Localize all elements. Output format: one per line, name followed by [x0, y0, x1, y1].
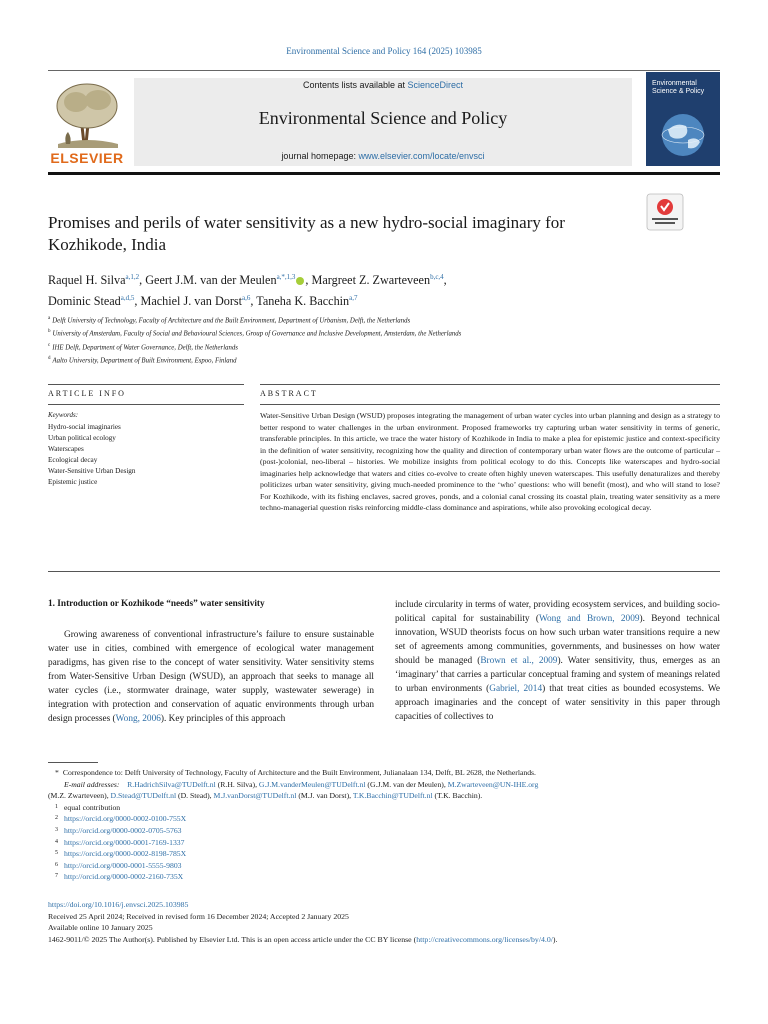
- author-name[interactable]: Dominic Stead: [48, 294, 121, 309]
- journal-homepage-link[interactable]: www.elsevier.com/locate/envsci: [358, 151, 485, 161]
- email-link[interactable]: M.Zwarteveen@UN-IHE.org: [447, 779, 539, 789]
- email-link[interactable]: R.HadrichSilva@TUDelft.nl: [127, 779, 216, 789]
- email-link[interactable]: G.J.M.vanderMeulen@TUDelft.nl: [258, 779, 366, 789]
- section-heading: 1. Introduction or Kozhikode “needs” water sensitivity: [48, 599, 265, 609]
- citation-link[interactable]: Wong, 2006: [115, 714, 161, 724]
- keyword-list: [48, 422, 244, 488]
- journal-title: Environmental Science and Policy: [258, 108, 508, 128]
- email-link[interactable]: T.K.Bacchin@TUDelft.nl: [352, 791, 433, 801]
- keyword-item: Hydro-social imaginaries: [48, 423, 121, 431]
- publisher-name: ELSEVIER: [50, 150, 124, 166]
- body-column-left: Growing awareness of conventional infrastructure’s failure to ensure sustainable water use in cities, combined with emergence of ecological water management paradigms, has given rise to the concept of water sensitivity. Water sensitivity stems from Water-Sensitive Urban Design (WSUD), an approach that seeks to manage all water cycles (i.e., stormwater drainage, water supply, wastewater sewerage) in integration with protection and conservation of aquatic environments through urban design processes (Wong, 2006). Key principles of this approach: [48, 630, 374, 724]
- keyword-item: Waterscapes: [48, 445, 84, 453]
- affiliation-item: $^d$ Aalto University, Department of Built Environment, Espoo, Finland: [48, 355, 237, 365]
- author-affiliation-marks[interactable]: b,c,4: [430, 273, 444, 281]
- author-affiliation-marks[interactable]: a,6: [242, 294, 251, 303]
- homepage-line: [134, 151, 632, 161]
- article-info-heading: ARTICLE INFO: [48, 389, 126, 398]
- journal-cover-thumbnail[interactable]: [646, 72, 720, 166]
- footnote-item: 4 https://orcid.org/0000-0001-7169-1337: [55, 837, 185, 847]
- abstract-bottom-rule: [48, 571, 720, 572]
- journal-reference[interactable]: Environmental Science and Policy 164 (2025) 103985: [286, 46, 482, 56]
- footnote-item: 6 http://orcid.org/0000-0001-5555-9803: [55, 860, 182, 870]
- author-name[interactable]: Raquel H. Silva: [48, 273, 126, 288]
- orcid-link[interactable]: http://orcid.org/0000-0002-0705-5763: [64, 825, 182, 835]
- orcid-icon[interactable]: [296, 277, 304, 285]
- citation-link[interactable]: Gabriel, 2014: [489, 684, 543, 694]
- available-online: Available online 10 January 2025: [48, 923, 153, 933]
- homepage-prefix: journal homepage:: [281, 151, 359, 161]
- article-title: Promises and perils of water sensitivity as a new hydro-social imaginary for Kozhikode, India: [48, 213, 565, 254]
- author-name[interactable]: Taneha K. Bacchin: [256, 294, 350, 309]
- keywords-label: Keywords:: [48, 411, 79, 419]
- affiliation-item: $^c$ IHE Delft, Department of Water Governance, Delft, the Netherlands: [48, 342, 238, 351]
- affiliations: [48, 313, 708, 366]
- orcid-link[interactable]: http://orcid.org/0000-0001-5555-9803: [64, 860, 182, 870]
- body-column-right: include circularity in terms of water, providing ecosystem services, and building socio-political capital for sustainability (Wong and Brown, 2009). Beyond technical innovation, WSUD theorists focus on how such urban water transitions require a new set of agreements among communities, governments, and businesses on how water should be managed (Brown et al., 2009). Water sensitivity, thus, emerges as an ‘imaginary’ that carries a particular conceptual framing and system of meanings related to urban environments (Gabriel, 2014) that treat cities as bounded ecosystems. We approach imaginaries and the concept of water sensitivity in this paper through capacities of collectives to: [395, 600, 721, 722]
- footnote-item: 1 equal contribution: [55, 802, 121, 812]
- author-affiliation-marks[interactable]: a,1,2: [125, 273, 140, 281]
- citation-link[interactable]: Brown et al., 2009: [480, 656, 558, 666]
- author-name[interactable]: Geert J.M. van der Meulen: [145, 273, 277, 288]
- header-bottom-rule: [48, 172, 720, 175]
- footnote-item: 5 https://orcid.org/0000-0002-8198-785X: [55, 849, 187, 859]
- footnotes: [48, 767, 720, 883]
- keyword-item: Epistemic justice: [48, 478, 98, 486]
- orcid-link[interactable]: http://orcid.org/0000-0002-2160-735X: [64, 872, 184, 882]
- footnote-item: 2 https://orcid.org/0000-0002-0100-755X: [55, 814, 187, 824]
- asterisk-mark: *: [55, 768, 59, 777]
- email-link[interactable]: M.J.vanDorst@TUDelft.nl: [213, 791, 297, 801]
- globe-icon: [660, 112, 706, 158]
- author-name[interactable]: Margreet Z. Zwarteveen: [311, 273, 431, 288]
- contents-line: [134, 80, 632, 90]
- doi-link[interactable]: https://doi.org/10.1016/j.envsci.2025.103985: [48, 900, 189, 909]
- author-affiliation-marks[interactable]: a,d,5: [120, 294, 135, 303]
- email-link[interactable]: D.Stead@TUDelft.nl: [110, 791, 177, 801]
- affiliation-item: $^a$ Delft University of Technology, Faculty of Architecture and the Built Environment, Department of Urbanism, Delft, the Netherlands: [48, 316, 411, 325]
- check-for-updates-badge[interactable]: [646, 193, 684, 231]
- keyword-item: Urban political ecology: [48, 434, 116, 442]
- footnote-rule: [48, 762, 98, 763]
- author-list: Raquel H. Silva$^{a,1,2}$, Geert J.M. van der Meulen$^{a,*,1,3}$ , Margreet Z. Zwarteveen$^{b,c,4}$, Dominic Stead$^{a,d,5}$, Machiel J. van Dorst$^{a,6}$, Taneha K. Bacchin$^{a,7}$: [48, 273, 447, 309]
- keyword-item: Water-Sensitive Urban Design: [48, 467, 136, 475]
- orcid-link[interactable]: https://orcid.org/0000-0002-0100-755X: [64, 814, 187, 824]
- copyright-line: 1462-9011/© 2025 The Author(s). Published by Elsevier Ltd. This is an open access article under the CC BY license (http://creativecommons.org/licenses/by/4.0/).: [48, 934, 558, 944]
- citation-link[interactable]: Wong and Brown, 2009: [538, 614, 640, 624]
- abstract-rule: [260, 384, 720, 385]
- received-dates: Received 25 April 2024; Received in revised form 16 December 2024; Accepted 2 January 2025: [48, 911, 349, 921]
- email-addresses-cont: (M.Z. Zwarteveen), D.Stead@TUDelft.nl (D. Stead), M.J.vanDorst@TUDelft.nl (M.J. van Dorst), T.K.Bacchin@TUDelft.nl (T.K. Bacchin).: [48, 791, 483, 801]
- orcid-link[interactable]: https://orcid.org/0000-0002-8198-785X: [64, 849, 187, 859]
- author-name[interactable]: Machiel J. van Dorst: [140, 294, 243, 309]
- article-info-rule-lower: [48, 404, 244, 405]
- abstract-heading: ABSTRACT: [260, 389, 318, 398]
- author-affiliation-marks[interactable]: a,*,1,3: [276, 273, 296, 281]
- header-top-rule: [48, 70, 720, 71]
- license-link[interactable]: http://creativecommons.org/licenses/by/4.0/: [416, 934, 553, 944]
- contents-prefix: Contents lists available at: [302, 80, 408, 90]
- affiliation-item: $^b$ University of Amsterdam, Faculty of Social and Behavioural Sciences, Group of Governance and Inclusive Development, Amsterdam, the Netherlands: [48, 329, 462, 338]
- orcid-link[interactable]: https://orcid.org/0000-0001-7169-1337: [64, 837, 185, 847]
- keyword-item: Ecological decay: [48, 456, 98, 464]
- footnote-item: 3 http://orcid.org/0000-0002-0705-5763: [55, 825, 182, 835]
- abstract-text: Water-Sensitive Urban Design (WSUD) proposes integrating the management of urban water cycles into urban planning and design as a strategy to better respond to water challenges in the urban environment. Proposed frameworks try capturing urban water sensitivity in terms of generic, transferable principles. In this article, we trace the water history of Kozhikode in India to make a plea for epistemic justice and context-specificity in the definition of water sensitivity, recognizing how the quality and direction of contemporary urban water flows are the outcome of particular – (post-)colonial, neo-liberal – histories. We mobilize insights from political ecology to do this. Concepts like waterscapes and hydro-social imaginaries help acknowledge that waters and cities co-evolve to create often highly uneven waterscapes. This usefully denaturalizes and thereby politicizes urban water sensitivity, giving much-needed prominence to the ‘who’ questions: who will benefit (most), and who will stand to lose? For Kozhikode, with its fishing enclaves, sacred groves, ponds, and a colonial canal crossing its coastal plain, treating water sensitivity as a mere techno-managerial question risks reinforcing middle-class dominance and aspirations, while also provoking ecological decay.: [260, 411, 720, 512]
- correspondence-note: * Correspondence to: Delft University of Technology, Faculty of Architecture and the Built Environment, Julianalaan 134, Delft, BL 2628, the Netherlands.: [55, 768, 536, 777]
- cover-title: Environmental Science & Policy: [652, 80, 705, 95]
- article-metadata: [48, 899, 728, 945]
- author-affiliation-marks[interactable]: a,7: [349, 294, 358, 303]
- article-info-rule: [48, 384, 244, 385]
- abstract-rule-lower: [260, 404, 720, 405]
- footnote-item: 7 http://orcid.org/0000-0002-2160-735X: [55, 872, 184, 882]
- email-addresses: E-mail addresses: R.HadrichSilva@TUDelft.nl (R.H. Silva), G.J.M.vanderMeulen@TUDelft.nl (G.J.M. van der Meulen), M.Zwarteveen@UN-IHE.org: [64, 779, 539, 789]
- sciencedirect-link[interactable]: ScienceDirect: [407, 80, 464, 90]
